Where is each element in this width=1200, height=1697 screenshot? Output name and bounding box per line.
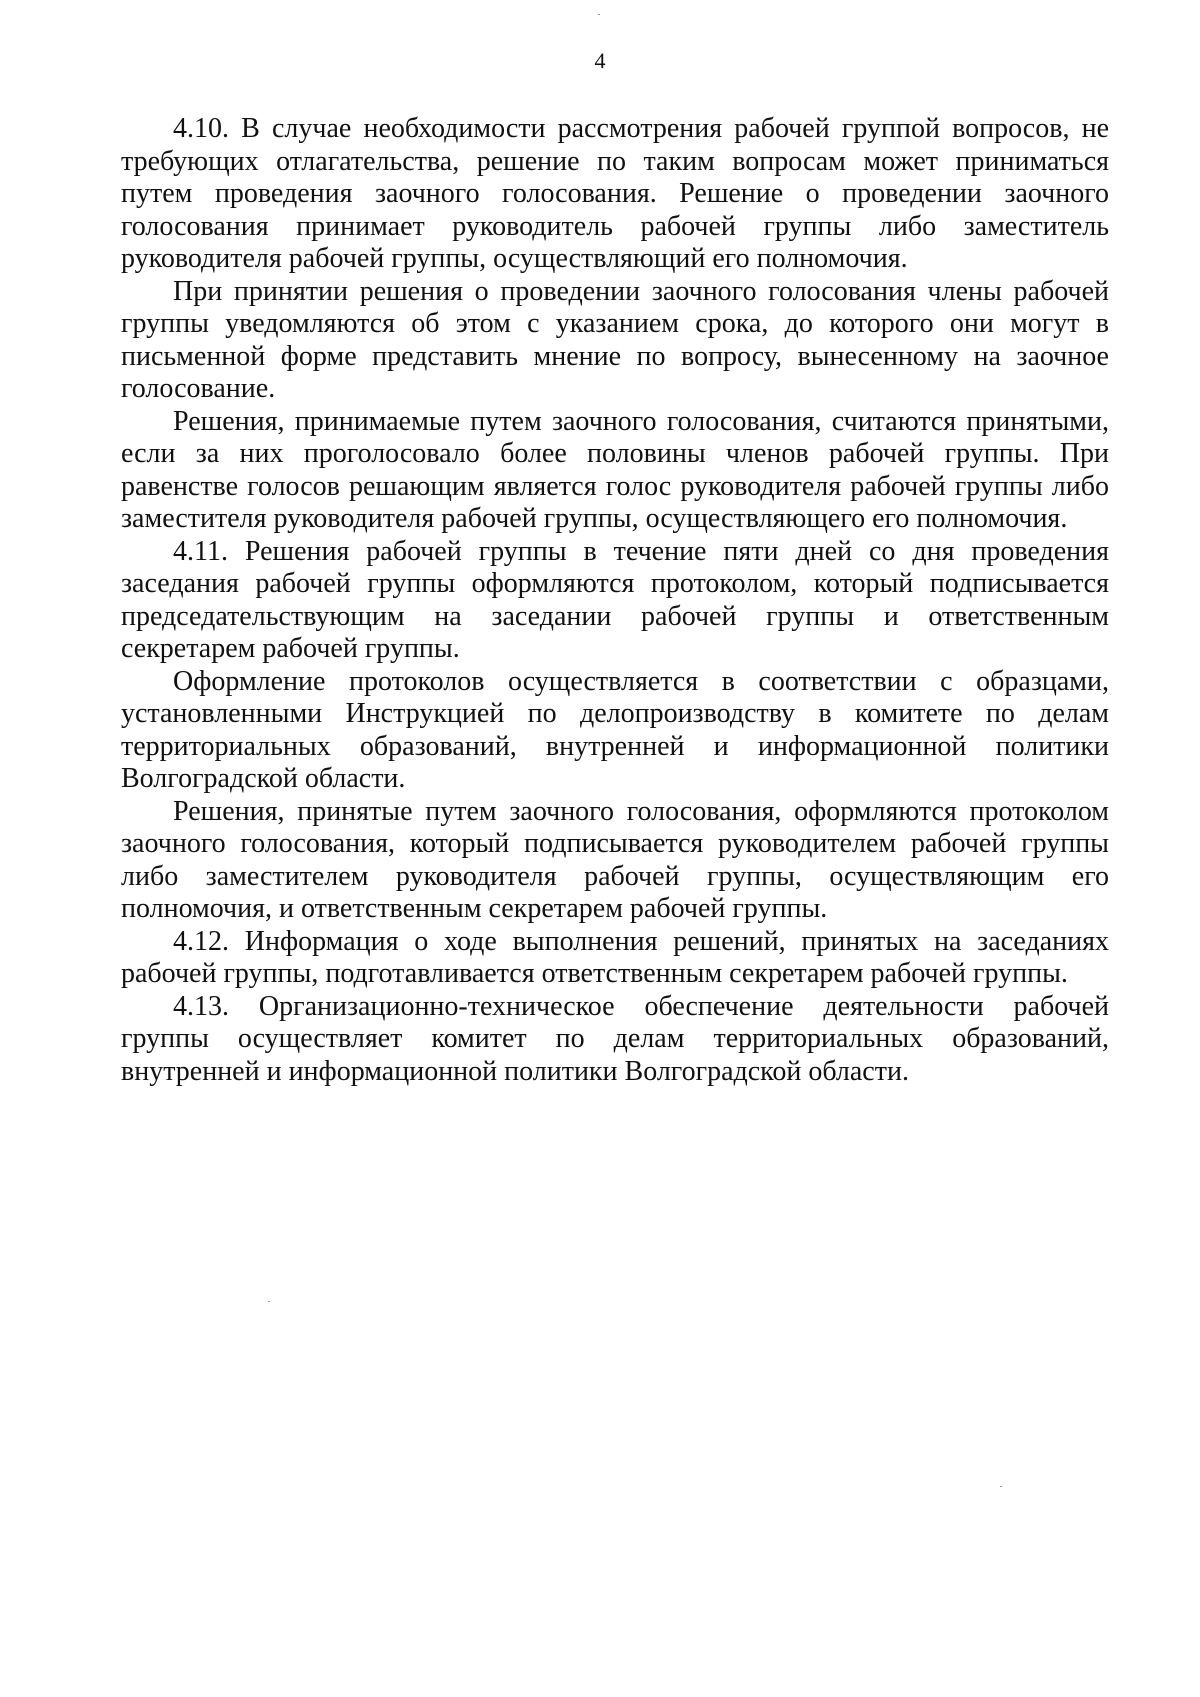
scan-speck [598, 14, 600, 15]
paragraph-4-12: 4.12. Информация о ходе выполнения решений, принятых на заседаниях рабочей группы, подготавливается ответственным секретарем рабочей группы. [121, 925, 1109, 989]
page-number: 4 [594, 48, 606, 73]
paragraph-protocol-format: Оформление протоколов осуществляется в соответствии с образцами, установленными Инструкцией по делопроизводству в комитете по делам территориальных образований, внутренней и информационной политики Волгоградской области. [121, 665, 1109, 794]
scan-speck [268, 1301, 270, 1302]
paragraph-4-11: 4.11. Решения рабочей группы в течение пяти дней со дня проведения заседания рабочей группы оформляются протоколом, который подписывается председательствующим на заседании рабочей группы и ответственным секретарем рабочей группы. [121, 535, 1109, 664]
paragraph-voting-result: Решения, принимаемые путем заочного голосования, считаются принятыми, если за них проголосовало более половины членов рабочей группы. При равенстве голосов решающим является голос руководителя рабочей группы либо заместителя руководителя рабочей группы, осуществляющего его полномочия. [121, 405, 1109, 534]
paragraph-absentee-protocol: Решения, принятые путем заочного голосования, оформляются протоколом заочного голосования, который подписывается руководителем рабочей группы либо заместителем руководителя рабочей группы, осуществляющим его полномочия, и ответственным секретарем рабочей группы. [121, 795, 1109, 924]
paragraph-4-13: 4.13. Организационно-техническое обеспечение деятельности рабочей группы осуществляет комитет по делам территориальных образований, внутренней и информационной политики Волгоградской области. [121, 990, 1109, 1087]
paragraph-notification: При принятии решения о проведении заочного голосования члены рабочей группы уведомляются об этом с указанием срока, до которого они могут в письменной форме представить мнение по вопросу, вынесенному на заочное голосование. [121, 275, 1109, 404]
paragraph-4-10: 4.10. В случае необходимости рассмотрения рабочей группой вопросов, не требующих отлагательства, решение по таким вопросам может приниматься путем проведения заочного голосования. Решение о проведении заочного голосования принимает руководитель рабочей группы либо заместитель руководителя рабочей группы, осуществляющий его полномочия. [121, 113, 1109, 274]
document-body [121, 113, 1109, 1088]
scan-speck [1000, 1486, 1002, 1487]
